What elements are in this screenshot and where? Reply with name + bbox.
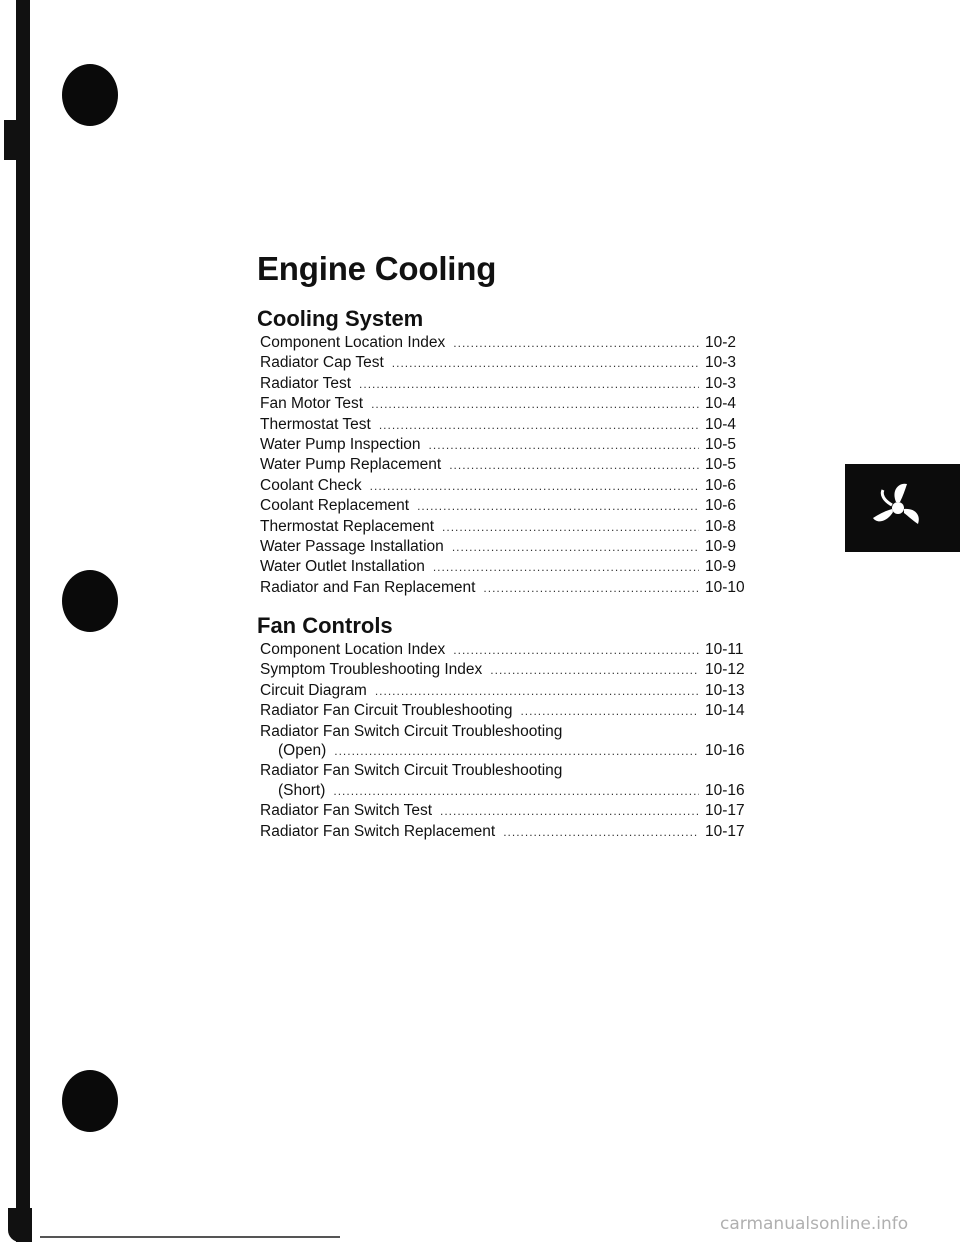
bottom-rule	[40, 1236, 340, 1238]
watermark: carmanualsonline.info	[720, 1214, 909, 1234]
dot-leader	[490, 661, 699, 680]
dot-leader	[453, 641, 699, 660]
dot-leader	[334, 742, 699, 761]
toc-page-number: 10-5	[705, 436, 737, 454]
toc-entry[interactable]	[260, 557, 757, 577]
toc-entry-title: Radiator and Fan Replacement	[260, 578, 476, 596]
dot-leader	[359, 375, 699, 394]
toc-entry-title: Radiator Cap Test	[260, 354, 384, 372]
toc-entry[interactable]	[260, 822, 757, 842]
toc-entry[interactable]	[260, 353, 757, 373]
toc-entry-title: Thermostat Replacement	[260, 517, 435, 535]
cooling-fan-icon	[863, 476, 933, 540]
toc-page-number: 10-16	[705, 781, 745, 799]
toc-page-number: 10-12	[705, 661, 745, 679]
toc-entry-title: Coolant Replacement	[260, 497, 410, 515]
section-heading: Fan Controls	[257, 613, 393, 638]
binding-notch	[4, 120, 16, 160]
toc-page-number: 10-10	[705, 578, 745, 596]
toc-list	[257, 640, 757, 842]
toc-entry-title: Circuit Diagram	[260, 681, 367, 699]
binding-edge	[16, 0, 30, 1242]
toc-entry-title: Symptom Troubleshooting Index	[260, 661, 483, 679]
toc-page-number: 10-5	[705, 456, 737, 474]
toc-entry[interactable]	[260, 496, 757, 516]
punch-hole	[62, 64, 118, 126]
toc-entry[interactable]	[260, 476, 757, 496]
section-fan-controls	[257, 613, 757, 842]
dot-leader	[371, 395, 699, 414]
toc-entry[interactable]	[260, 722, 757, 762]
binding-foot	[8, 1208, 32, 1242]
dot-leader	[453, 334, 699, 353]
toc-entry[interactable]	[260, 578, 757, 598]
toc-entry-title: Radiator Fan Switch Replacement	[260, 822, 496, 840]
dot-leader	[520, 702, 699, 721]
toc-entry-title: Coolant Check	[260, 476, 362, 494]
dot-leader	[452, 538, 699, 557]
toc-page-number: 10-3	[705, 354, 737, 372]
toc-entry-title: Water Pump Replacement	[260, 456, 442, 474]
toc-entry[interactable]	[260, 374, 757, 394]
toc-entry-title: Thermostat Test	[260, 415, 371, 433]
dot-leader	[483, 579, 699, 598]
toc-entry[interactable]	[260, 660, 757, 680]
toc-entry-title: Fan Motor Test	[260, 395, 364, 413]
toc-entry[interactable]	[260, 640, 757, 660]
dot-leader	[429, 436, 699, 455]
toc-entry[interactable]	[260, 517, 757, 537]
dot-leader	[379, 416, 699, 435]
chapter-title: Engine Cooling	[257, 250, 497, 287]
toc-page-number: 10-4	[705, 415, 737, 433]
toc-page-number: 10-8	[705, 517, 737, 535]
toc-page-number: 10-9	[705, 558, 737, 576]
toc-page-number: 10-17	[705, 802, 745, 820]
toc-page-number: 10-6	[705, 476, 737, 494]
toc-entry-title: Component Location Index	[260, 334, 446, 351]
toc-entry-title: Radiator Fan Switch Test	[260, 802, 433, 820]
toc-entry-title-continued: (Open)	[278, 742, 327, 760]
toc-entry-title-continued: (Short)	[278, 781, 326, 799]
toc-entry[interactable]	[260, 333, 757, 353]
section-tab[interactable]	[845, 464, 960, 552]
toc-entry-title: Component Location Index	[260, 641, 446, 658]
toc-page-number: 10-2	[705, 334, 737, 351]
dot-leader	[449, 456, 699, 475]
dot-leader	[440, 802, 699, 821]
toc-entry[interactable]	[260, 455, 757, 475]
toc-entry-title: Water Outlet Installation	[260, 558, 425, 576]
toc-entry[interactable]	[260, 435, 757, 455]
toc-entry[interactable]	[260, 801, 757, 821]
toc-entry-title: Water Pump Inspection	[260, 436, 421, 454]
toc-entry-title: Water Passage Installation	[260, 538, 444, 556]
toc-entry[interactable]	[260, 537, 757, 557]
toc-page-number: 10-13	[705, 681, 745, 699]
toc-page-number: 10-9	[705, 538, 737, 556]
toc-page-number: 10-4	[705, 395, 737, 413]
toc-page-number: 10-6	[705, 497, 737, 515]
dot-leader	[417, 497, 699, 516]
toc-entry[interactable]	[260, 415, 757, 435]
punch-hole	[62, 1070, 118, 1132]
dot-leader	[442, 518, 699, 537]
toc-entry[interactable]	[260, 394, 757, 414]
toc-entry[interactable]	[260, 701, 757, 721]
toc-entry-title: Radiator Fan Circuit Troubleshooting	[260, 702, 513, 720]
section-heading: Cooling System	[257, 306, 424, 331]
dot-leader	[370, 477, 699, 496]
dot-leader	[375, 682, 699, 701]
toc-entry-title: Radiator Fan Switch Circuit Troubleshooting	[260, 722, 563, 740]
toc-page-number: 10-16	[705, 742, 745, 760]
section-cooling-system	[257, 306, 757, 598]
toc-entry-title: Radiator Test	[260, 374, 352, 392]
dot-leader	[333, 782, 699, 801]
dot-leader	[433, 558, 699, 577]
toc-page-number: 10-3	[705, 374, 737, 392]
toc-page-number: 10-17	[705, 822, 745, 840]
toc-list	[257, 333, 757, 598]
toc-page-number: 10-11	[705, 641, 744, 658]
toc-entry-title: Radiator Fan Switch Circuit Troubleshooting	[260, 762, 563, 780]
dot-leader	[503, 823, 699, 842]
punch-hole	[62, 570, 118, 632]
toc-entry[interactable]	[260, 681, 757, 701]
dot-leader	[392, 354, 699, 373]
toc-entry[interactable]	[260, 761, 757, 801]
toc-page-number: 10-14	[705, 702, 745, 720]
